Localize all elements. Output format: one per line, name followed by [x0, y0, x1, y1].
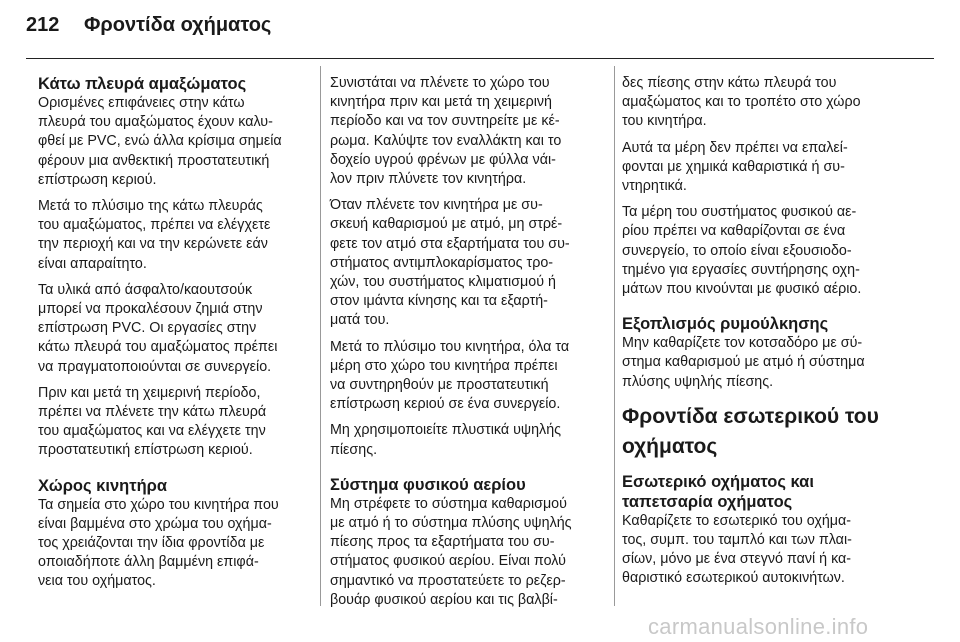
paragraph: Μην καθαρίζετε τον κοτσαδόρο με σύ- στημα καθαρισμού με ατμό ή σύστημα πλύσης υψηλής πίεσης.: [622, 335, 865, 390]
page-number: 212: [26, 14, 60, 36]
page-header: [26, 14, 271, 44]
paragraph: Μετά το πλύσιμο της κάτω πλευράς του αμαξώματος, πρέπει να ελέγχετε την περιοχή και να την κερώνετε εάν είναι απαραίτητο.: [38, 198, 271, 272]
paragraph: Ορισμένες επιφάνειες στην κάτω πλευρά του αμαξώματος έχουν καλυ- φθεί με PVC, ενώ άλλα κρίσιμα σημεία φέρουν μια ανθεκτική προστατευτική επίστρωση κεριού.: [38, 95, 282, 188]
paragraph: Συνιστάται να πλένετε το χώρο του κινητήρα πριν και μετά τη χειμερινή περίοδο και να τον συντηρείτε με κέ- ρωμα. Καλύψτε τον εναλλάκτη και το δοχείο υγρού φρένων με φύλλα νάι- λον πριν πλύνετε τον κινητήρα.: [330, 75, 562, 188]
paragraph: Τα μέρη του συστήματος φυσικού αε- ρίου πρέπει να καθαρίζονται σε ένα συνεργείο, το οποίο είναι εξουσιοδο- τημένο για εργασίες συντήρησης οχη- μάτων που κινούνται με φυσικό αέριο.: [622, 204, 862, 298]
paragraph: Καθαρίζετε το εσωτερικό του οχήμα- τος, συμπ. του ταμπλό και των πλαι- σίων, μόνο με ένα στεγνό πανί ή κα- θαριστικό εσωτερικού αυτοκινήτων.: [622, 512, 852, 587]
watermark: carmanualsonline.info: [648, 614, 869, 639]
paragraph: Αυτά τα μέρη δεν πρέπει να επαλεί- φονται με χημικά καθαριστικά ή συ- ντηρητικά.: [622, 139, 848, 195]
column-left: [38, 74, 308, 599]
paragraph: Μη στρέφετε το σύστημα καθαρισμού με ατμό ή το σύστημα πλύσης υψηλής πίεσης προς τα εξαρτήματα του συ- στήματος φυσικού αερίου. Είναι πολύ σημαντικό να προστατεύετε το ρεζερ- βουάρ φυσικού αερίου και τις βαλβί-: [330, 495, 572, 608]
section-heading-underbody: Κάτω πλευρά αμαξώματος: [38, 75, 247, 93]
section-heading-interior-upholstery: Εσωτερικό οχήματος και ταπετσαρία οχήματος: [622, 472, 814, 511]
section-heading-engine-compartment: Χώρος κινητήρα: [38, 476, 168, 495]
paragraph: Τα υλικά από άσφαλτο/καουτσούκ μπορεί να προκαλέσουν ζημιά στην επίστρωση PVC. Οι εργασίες στην κάτω πλευρά του αμαξώματος πρέπει να πραγματοποιούνται σε συνεργείο.: [38, 281, 278, 375]
column-divider: [320, 66, 321, 606]
paragraph: δες πίεσης στην κάτω πλευρά του αμαξώματος και το τροπέτο στο χώρο του κινητήρα.: [622, 75, 861, 130]
section-heading-natural-gas-system: Σύστημα φυσικού αερίου: [330, 475, 526, 494]
chapter-heading-interior-care: Φροντίδα εσωτερικού του οχήματος: [622, 404, 879, 458]
paragraph: Τα σημεία στο χώρο του κινητήρα που είναι βαμμένα στο χρώμα του οχήμα- τος χρειάζονται την ίδια φροντίδα με οποιαδήποτε άλλη βαμμένη επιφά- νεια του οχήματος.: [38, 496, 279, 590]
paragraph: Μη χρησιμοποιείτε πλυστικά υψηλής πίεσης.: [330, 422, 562, 458]
paragraph: Πριν και μετά τη χειμερινή περίοδο, πρέπει να πλένετε την κάτω πλευρά του αμαξώματος και να ελέγχετε την προστατευτική επίστρωση κεριού.: [38, 384, 267, 459]
header-divider: [26, 58, 934, 59]
paragraph: Όταν πλένετε τον κινητήρα με συ- σκευή καθαρισμού με ατμό, μη στρέ- φετε τον ατμό στα εξαρτήματα του συ- στήματος αντιμπλοκαρίσματος τρο- χών, του συστήματος κλιματισμού ή στον ιμάντα κίνησης και τα εξαρτή- ματά του.: [330, 197, 570, 329]
column-right: [622, 74, 904, 596]
page-title: Φροντίδα οχήματος: [84, 14, 272, 36]
column-divider: [614, 66, 615, 606]
paragraph: Μετά το πλύσιμο του κινητήρα, όλα τα μέρη στο χώρο του κινητήρα πρέπει να συντηρηθούν με προστατευτική επίστρωση κεριού σε ένα συνεργείο.: [330, 338, 570, 413]
column-middle: [330, 74, 608, 617]
section-heading-towing-equipment: Εξοπλισμός ρυμούλκησης: [622, 315, 829, 334]
